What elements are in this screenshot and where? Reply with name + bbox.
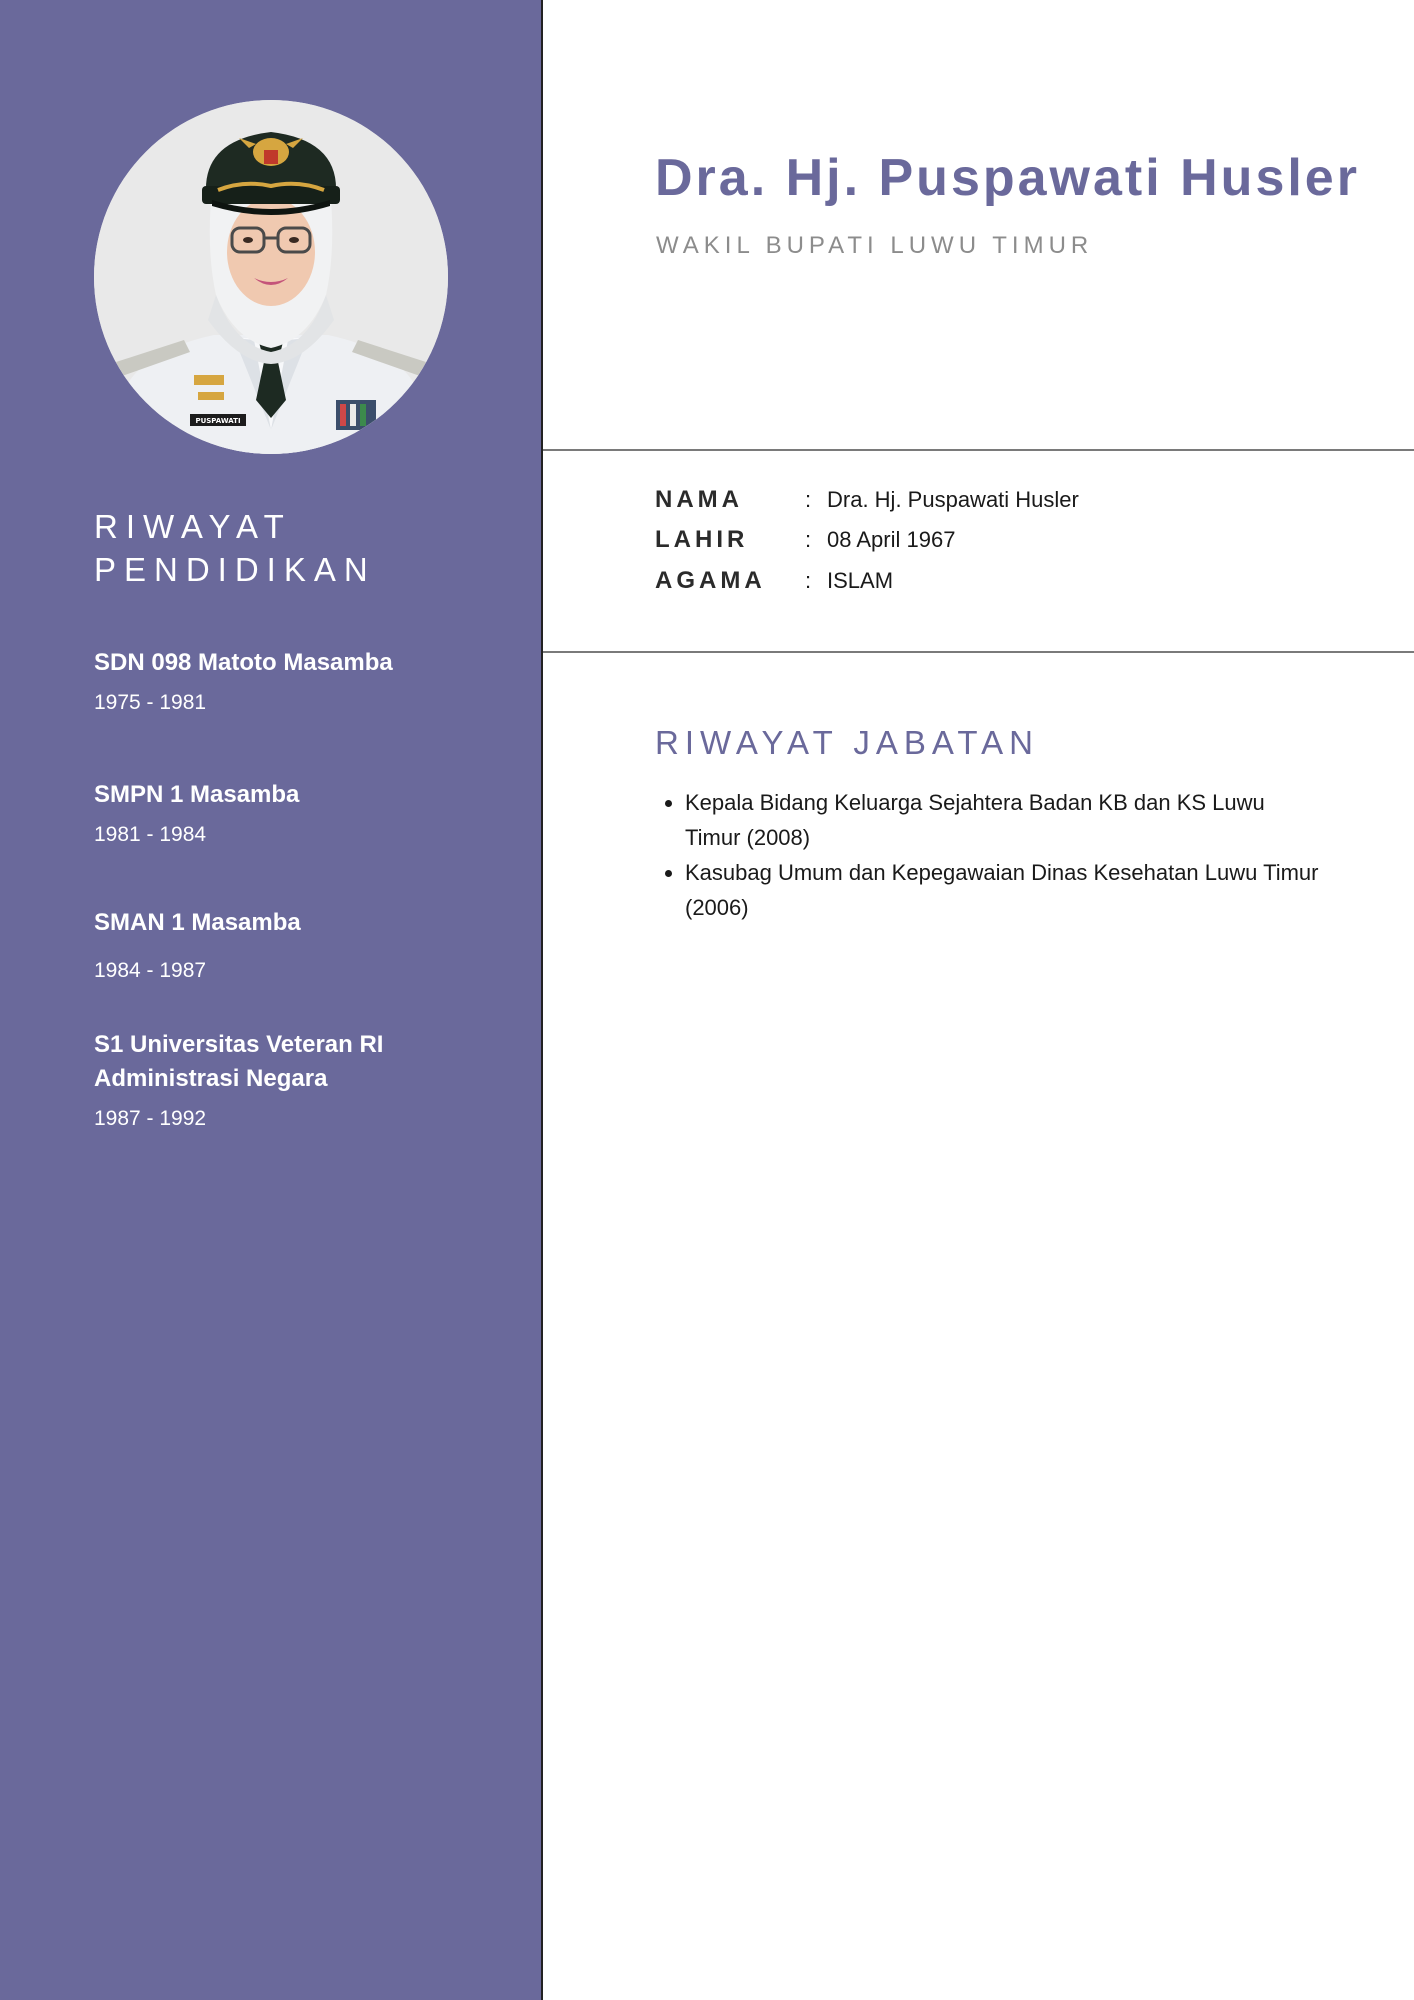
sidebar bbox=[0, 0, 543, 2000]
info-value: ISLAM bbox=[827, 568, 894, 593]
info-separator: : bbox=[805, 487, 812, 512]
education-school: SDN 098 Matoto Masamba bbox=[94, 649, 393, 676]
info-value: 08 April 1967 bbox=[827, 527, 956, 552]
education-school: SMPN 1 Masamba bbox=[94, 781, 300, 808]
education-item bbox=[94, 906, 514, 986]
education-item bbox=[94, 1028, 434, 1134]
info-value: Dra. Hj. Puspawati Husler bbox=[827, 487, 1079, 512]
info-separator: : bbox=[805, 527, 812, 552]
education-years: 1981 - 1984 bbox=[94, 823, 207, 846]
info-row-nama bbox=[655, 480, 1079, 520]
divider bbox=[543, 449, 1414, 451]
profile-name-title: Dra. Hj. Puspawati Husler bbox=[655, 149, 1360, 207]
info-row-lahir bbox=[655, 520, 955, 560]
education-school: S1 Universitas Veteran RI Administrasi Negara bbox=[94, 1031, 384, 1092]
photo-name-tag: PUSPAWATI bbox=[195, 417, 241, 425]
info-separator: : bbox=[805, 568, 812, 593]
info-label: LAHIR bbox=[655, 526, 749, 553]
education-item bbox=[94, 646, 514, 718]
education-years: 1984 - 1987 bbox=[94, 959, 207, 982]
education-heading: RIWAYAT PENDIDIKAN bbox=[94, 508, 376, 588]
info-label: NAMA bbox=[655, 486, 743, 513]
education-years: 1987 - 1992 bbox=[94, 1107, 207, 1130]
profile-position: WAKIL BUPATI LUWU TIMUR bbox=[656, 232, 1094, 259]
education-school: SMAN 1 Masamba bbox=[94, 909, 301, 936]
divider bbox=[543, 651, 1414, 653]
profile-photo bbox=[94, 100, 448, 454]
info-row-agama bbox=[655, 561, 893, 601]
info-label: AGAMA bbox=[655, 567, 766, 594]
career-heading: RIWAYAT JABATAN bbox=[655, 724, 1039, 761]
education-item bbox=[94, 778, 514, 850]
career-item: • Kasubag Umum dan Kepegawaian Dinas Kesehatan Luwu Timur (2006) bbox=[685, 855, 1325, 925]
education-years: 1975 - 1981 bbox=[94, 691, 207, 714]
profile-portrait bbox=[94, 100, 448, 454]
career-item: • Kepala Bidang Keluarga Sejahtera Badan KB dan KS Luwu Timur (2008) bbox=[685, 785, 1325, 855]
career-list bbox=[655, 785, 1325, 925]
